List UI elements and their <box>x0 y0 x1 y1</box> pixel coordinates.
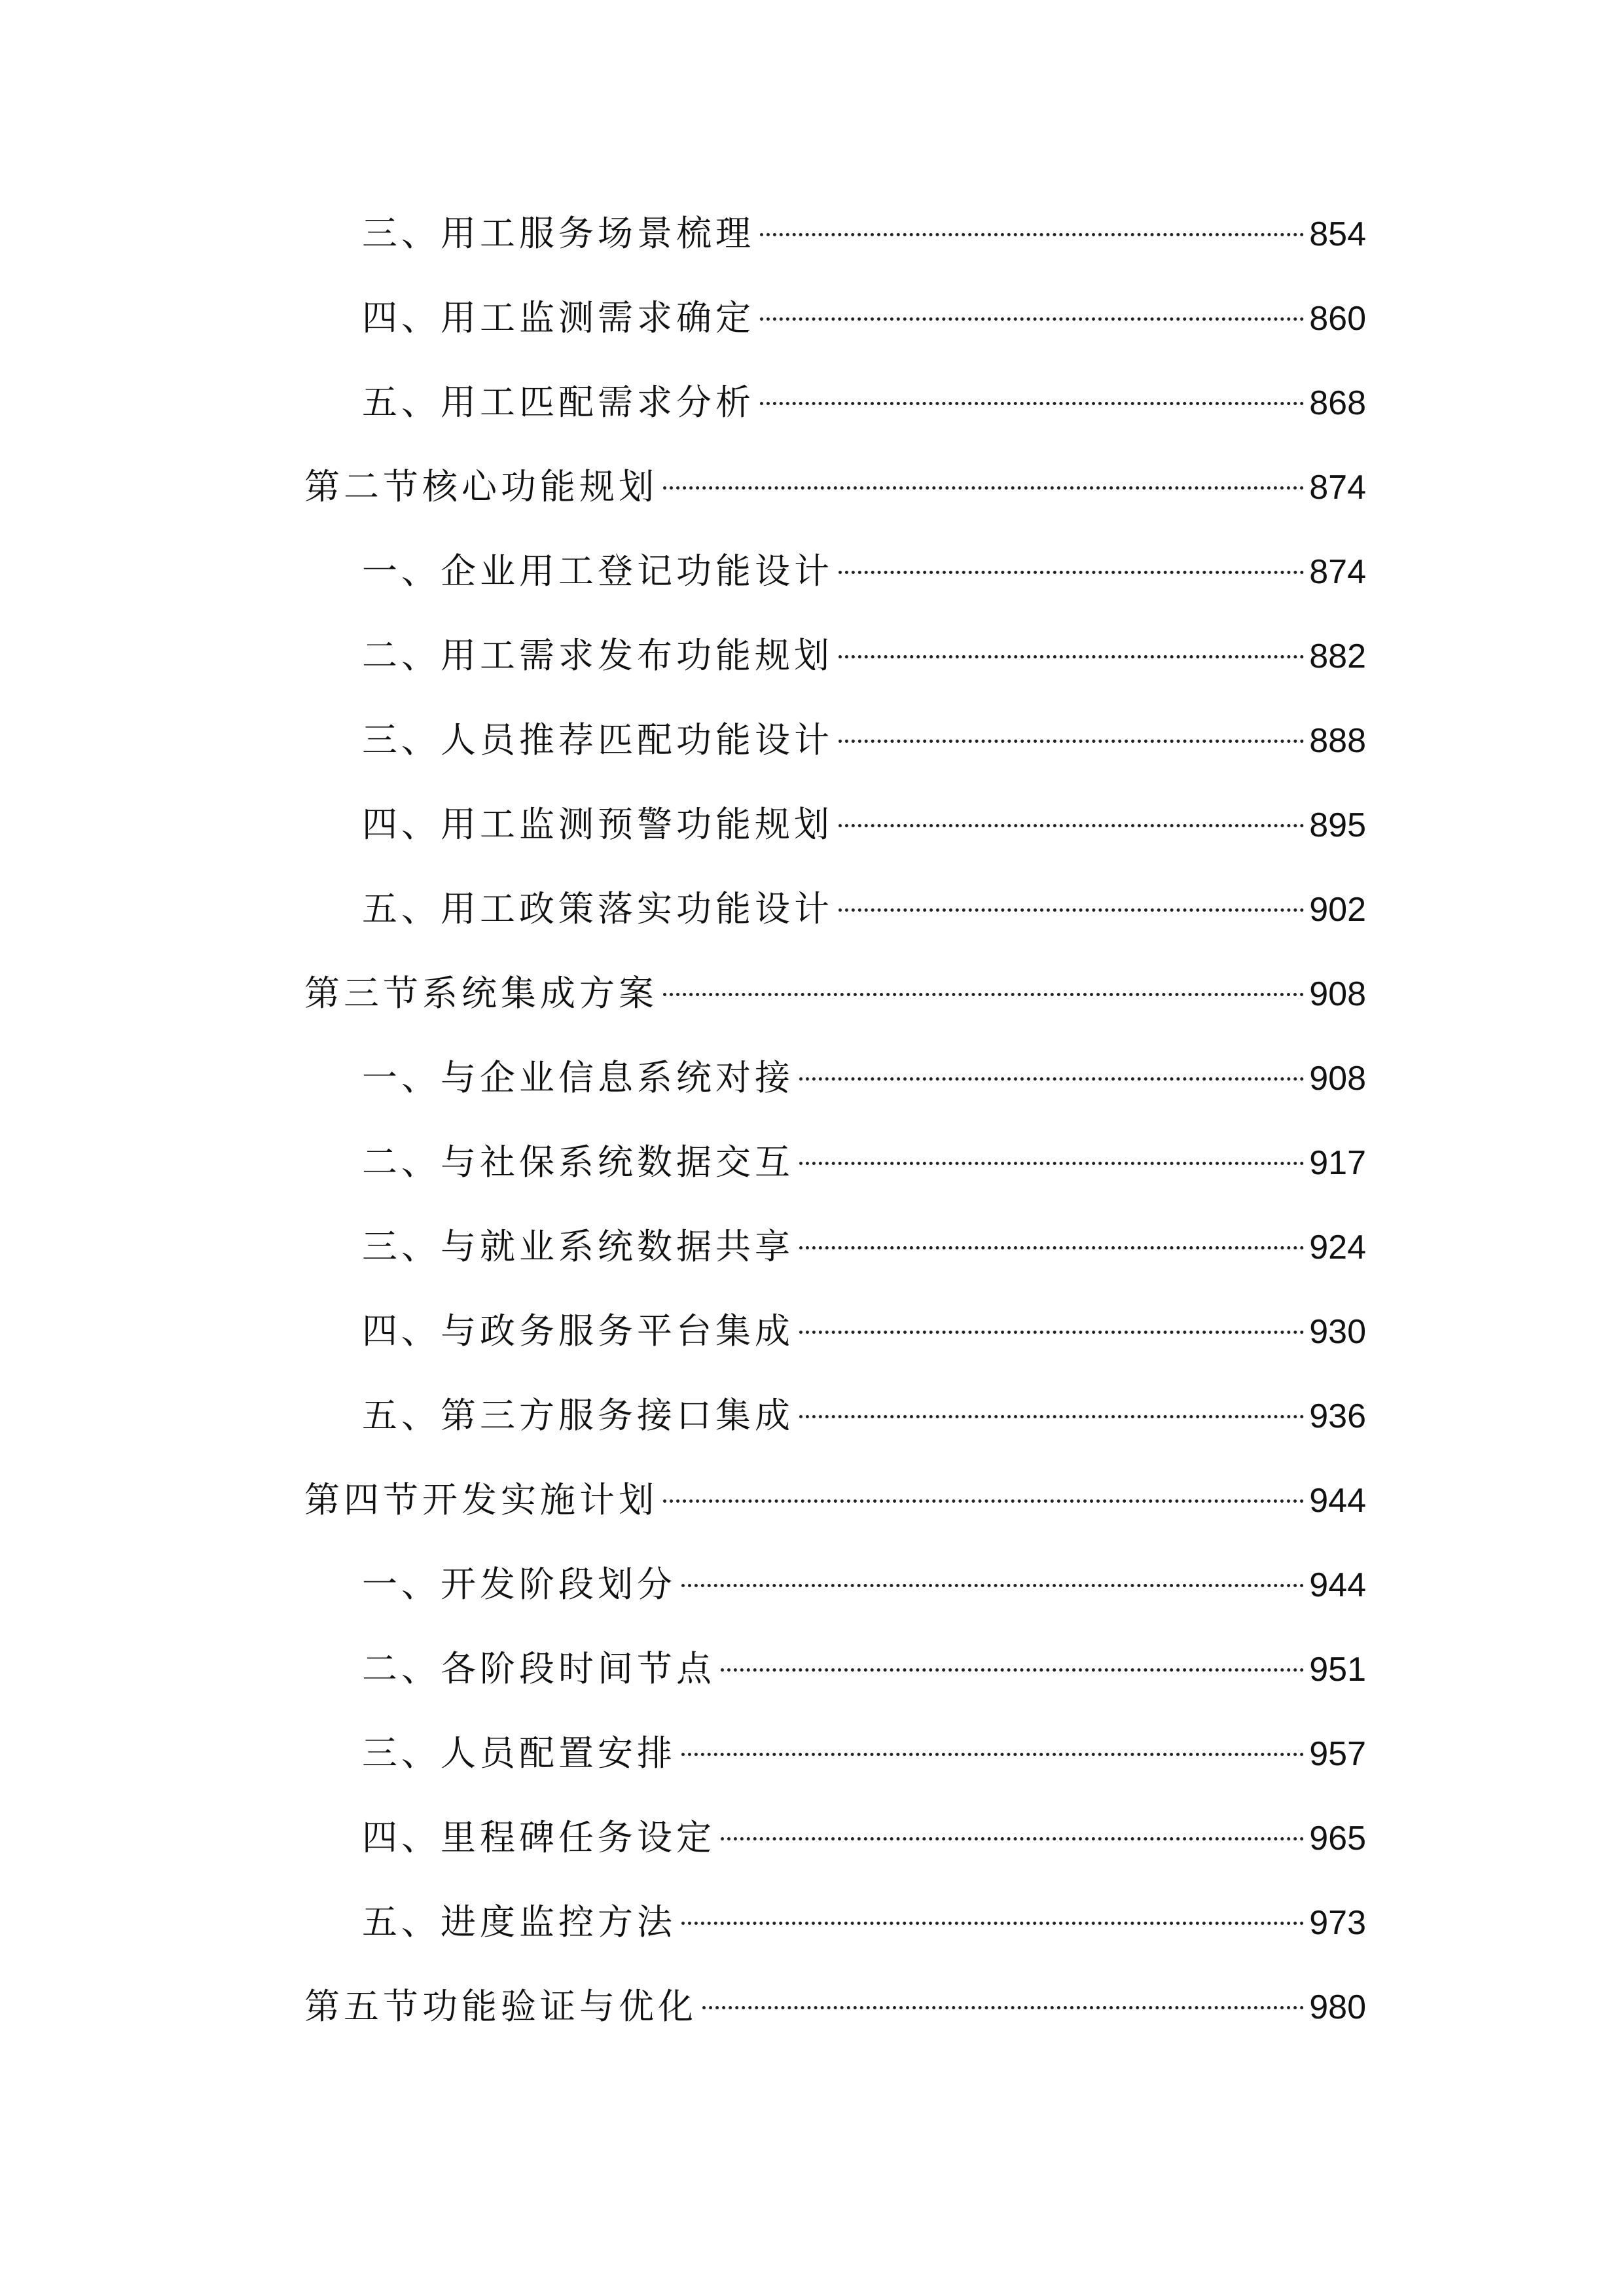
dot-leader <box>839 908 1304 912</box>
toc-entry-label: 一、企业用工登记功能设计 <box>362 550 833 592</box>
toc-entry-label: 五、进度监控方法 <box>362 1901 676 1943</box>
toc-entry-page-number: 944 <box>1309 1482 1366 1520</box>
toc-entry-label: 三、人员推荐匹配功能设计 <box>362 719 833 761</box>
toc-entry-page-number: 944 <box>1309 1566 1366 1604</box>
toc-entry-label: 四、与政务服务平台集成 <box>362 1310 794 1352</box>
toc-section-entry[interactable] <box>304 461 1366 513</box>
toc-entry[interactable] <box>362 376 1366 429</box>
dot-leader <box>799 1331 1304 1334</box>
toc-entry-label: 一、开发阶段划分 <box>362 1564 676 1605</box>
dot-leader <box>721 1837 1304 1840</box>
dot-leader <box>663 1499 1304 1503</box>
dot-leader <box>799 1162 1304 1165</box>
toc-entry[interactable] <box>362 545 1366 598</box>
toc-entry-label: 三、用工服务场景梳理 <box>362 213 755 254</box>
toc-entry-label: 四、用工监测预警功能规划 <box>362 804 833 845</box>
dot-leader <box>681 1584 1304 1587</box>
toc-entry-page-number: 874 <box>1309 553 1366 591</box>
dot-leader <box>760 317 1304 321</box>
toc-entry-page-number: 874 <box>1309 469 1366 507</box>
toc-entry-page-number: 951 <box>1309 1651 1366 1689</box>
toc-entry-page-number: 888 <box>1309 722 1366 760</box>
dot-leader <box>760 402 1304 405</box>
toc-entry-page-number: 902 <box>1309 891 1366 929</box>
toc-section-entry[interactable] <box>304 1981 1366 2033</box>
toc-entry-page-number: 868 <box>1309 384 1366 422</box>
toc-entry-label: 五、第三方服务接口集成 <box>362 1395 794 1436</box>
toc-entry[interactable] <box>362 883 1366 935</box>
toc-entry-label: 三、人员配置安排 <box>362 1732 676 1774</box>
toc-entry-page-number: 908 <box>1309 1060 1366 1098</box>
dot-leader <box>799 1246 1304 1249</box>
toc-entry-label: 五、用工政策落实功能设计 <box>362 888 833 929</box>
toc-entry-label: 第二节核心功能规划 <box>304 466 658 507</box>
toc-entry-label: 五、用工匹配需求分析 <box>362 382 755 423</box>
toc-entry-label: 四、用工监测需求确定 <box>362 297 755 338</box>
toc-entry-page-number: 895 <box>1309 806 1366 844</box>
toc-entry-page-number: 957 <box>1309 1735 1366 1773</box>
toc-entry-label: 第四节开发实施计划 <box>304 1479 658 1520</box>
dot-leader <box>799 1415 1304 1418</box>
toc-entry-label: 二、与社保系统数据交互 <box>362 1141 794 1183</box>
toc-entry[interactable] <box>362 798 1366 851</box>
dot-leader <box>839 824 1304 827</box>
dot-leader <box>839 655 1304 658</box>
dot-leader <box>839 571 1304 574</box>
toc-entry-page-number: 882 <box>1309 637 1366 675</box>
toc-entry-page-number: 973 <box>1309 1904 1366 1942</box>
toc-entry[interactable] <box>362 1896 1366 1948</box>
dot-leader <box>681 1922 1304 1925</box>
dot-leader <box>760 233 1304 236</box>
toc-entry[interactable] <box>362 207 1366 260</box>
toc-entry[interactable] <box>362 1390 1366 1442</box>
toc-entry-label: 第三节系统集成方案 <box>304 973 658 1014</box>
toc-entry-label: 三、与就业系统数据共享 <box>362 1226 794 1267</box>
toc-entry-page-number: 930 <box>1309 1313 1366 1351</box>
toc-entry-page-number: 924 <box>1309 1229 1366 1266</box>
dot-leader <box>721 1668 1304 1672</box>
toc-entry-page-number: 908 <box>1309 975 1366 1013</box>
toc-entry-page-number: 965 <box>1309 1820 1366 1857</box>
toc-entry-label: 二、各阶段时间节点 <box>362 1648 715 1689</box>
toc-entry[interactable] <box>362 714 1366 766</box>
toc-entry[interactable] <box>362 1221 1366 1273</box>
toc-entry[interactable] <box>362 1643 1366 1695</box>
dot-leader <box>839 740 1304 743</box>
toc-section-entry[interactable] <box>304 967 1366 1020</box>
dot-leader <box>681 1753 1304 1756</box>
toc-entry[interactable] <box>362 630 1366 682</box>
toc-entry-page-number: 860 <box>1309 300 1366 338</box>
toc-entry[interactable] <box>362 1727 1366 1780</box>
toc-section-entry[interactable] <box>304 1474 1366 1526</box>
dot-leader <box>663 993 1304 996</box>
dot-leader <box>799 1077 1304 1081</box>
toc-entry-label: 一、与企业信息系统对接 <box>362 1057 794 1098</box>
toc-entry-page-number: 980 <box>1309 1988 1366 2026</box>
toc-entry[interactable] <box>362 1305 1366 1357</box>
dot-leader <box>702 2006 1304 2009</box>
toc-entry-label: 二、用工需求发布功能规划 <box>362 635 833 676</box>
toc-entry-page-number: 936 <box>1309 1397 1366 1435</box>
dot-leader <box>663 486 1304 490</box>
toc-entry[interactable] <box>362 1052 1366 1104</box>
toc-entry[interactable] <box>362 292 1366 344</box>
toc-entry[interactable] <box>362 1812 1366 1864</box>
toc-entry-label: 四、里程碑任务设定 <box>362 1817 715 1858</box>
toc-entry-page-number: 854 <box>1309 215 1366 253</box>
toc-entry[interactable] <box>362 1558 1366 1611</box>
toc-entry-page-number: 917 <box>1309 1144 1366 1182</box>
toc-entry[interactable] <box>362 1136 1366 1189</box>
toc-entry-label: 第五节功能验证与优化 <box>304 1986 697 2027</box>
